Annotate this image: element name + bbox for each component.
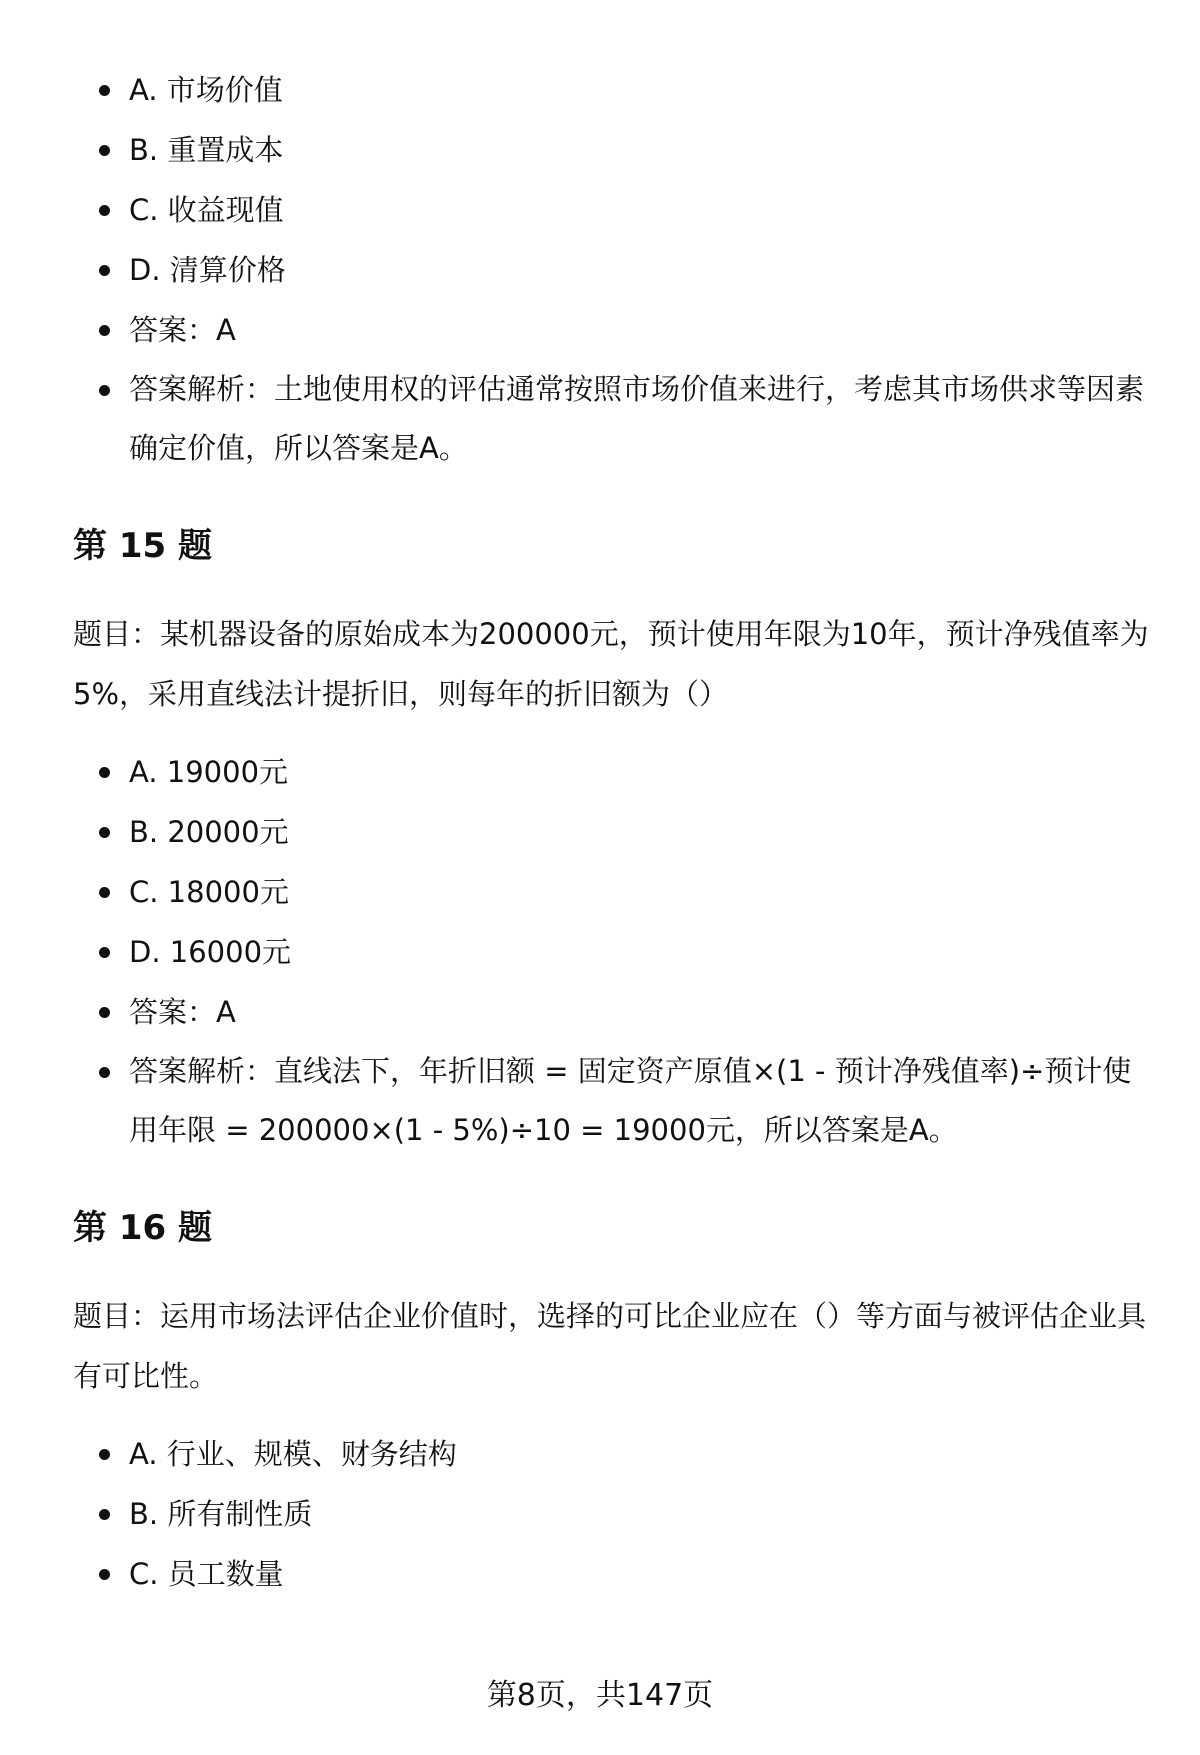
q15-option-a: A. 19000元: [73, 742, 1153, 802]
q14-option-c: C. 收益现值: [73, 180, 1153, 240]
q15-option-list: [73, 742, 1153, 1160]
page-number-footer: 第8页，共147页: [486, 1678, 714, 1713]
q14-option-list: [73, 60, 1153, 478]
q14-explanation: 答案解析：土地使用权的评估通常按照市场价值来进行，考虑其市场供求等因素确定价值，所以答案是A。: [73, 360, 1153, 478]
q16-stem: 题目：运用市场法评估企业价值时，选择的可比企业应在（）等方面与被评估企业具有可比性。: [73, 1299, 1147, 1393]
q15-option-c: C. 18000元: [73, 862, 1153, 922]
q14-option-b: B. 重置成本: [73, 120, 1153, 180]
q16-title: 第 16 题: [73, 1208, 212, 1248]
q16-option-a: A. 行业、规模、财务结构: [73, 1424, 1153, 1484]
q14-option-a: A. 市场价值: [73, 60, 1153, 120]
q15-title: 第 15 题: [73, 526, 212, 566]
q14-answer: 答案：A: [73, 300, 1153, 360]
q15-stem: 题目：某机器设备的原始成本为200000元，预计使用年限为10年，预计净残值率为5%，采用直线法计提折旧，则每年的折旧额为（）: [73, 617, 1149, 711]
q16-option-c: C. 员工数量: [73, 1544, 1153, 1604]
q15-option-b: B. 20000元: [73, 802, 1153, 862]
q16-option-b: B. 所有制性质: [73, 1484, 1153, 1544]
q15-option-d: D. 16000元: [73, 922, 1153, 982]
q16-option-list: [73, 1424, 1153, 1604]
q14-option-d: D. 清算价格: [73, 240, 1153, 300]
page-content: [73, 60, 1153, 1604]
q15-explanation: 答案解析：直线法下，年折旧额 = 固定资产原值×(1 - 预计净残值率)÷预计使用年限 = 200000×(1 - 5%)÷10 = 19000元，所以答案是A。: [73, 1042, 1153, 1160]
q15-answer: 答案：A: [73, 982, 1153, 1042]
